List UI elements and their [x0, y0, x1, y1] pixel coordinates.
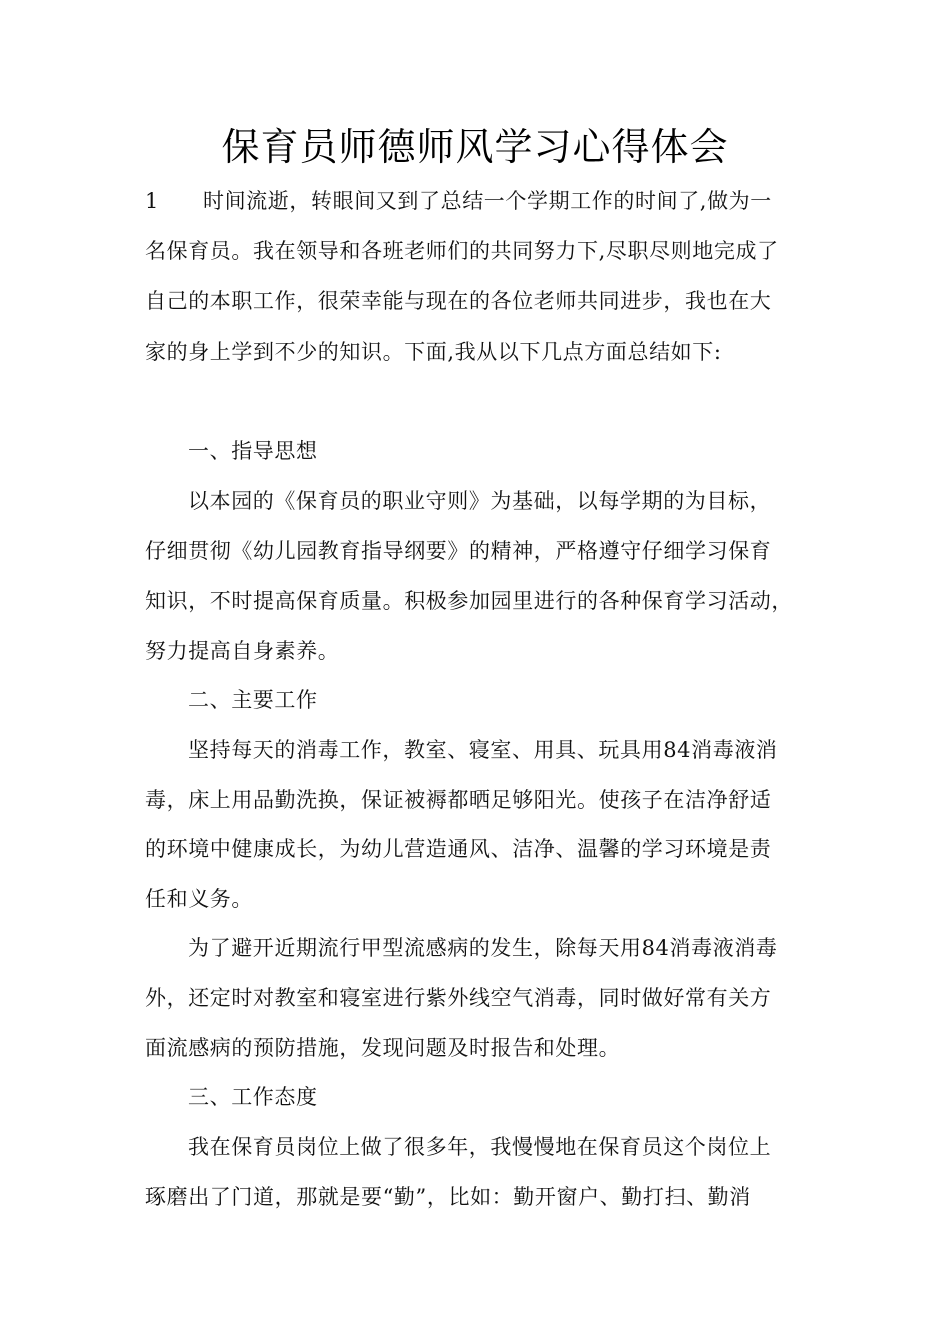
text-line: 家的身上学到不少的知识。下面,我从以下几点方面总结如下:	[145, 340, 722, 364]
text-line: 任和义务。	[145, 887, 253, 911]
text-line: 的环境中健康成长，为幼儿营造通风、洁净、温馨的学习环境是责	[145, 837, 772, 861]
section-heading: 三、工作态度	[188, 1085, 318, 1109]
section-heading: 一、指导思想	[188, 439, 318, 463]
document-title: 保育员师德师风学习心得体会	[221, 125, 729, 169]
text-line: 毒，床上用品勤洗换，保证被褥都晒足够阳光。使孩子在洁净舒适	[145, 788, 772, 812]
text-line: 以本园的《保育员的职业守则》为基础，以每学期的为目标，	[188, 489, 772, 513]
text-line: 外，还定时对教室和寝室进行紫外线空气消毒，同时做好常有关方	[145, 986, 772, 1010]
text-line: 为了避开近期流行甲型流感病的发生，除每天用84消毒液消毒	[188, 936, 778, 960]
section-heading: 二、主要工作	[188, 688, 318, 712]
text-line: 仔细贯彻《幼儿园教育指导纲要》的精神，严格遵守仔细学习保育	[145, 539, 772, 563]
text-line: 面流感病的预防措施，发现问题及时报告和处理。	[145, 1036, 621, 1060]
text-line: 琢磨出了门道，那就是要“勤”，比如：勤开窗户、勤打扫、勤消	[145, 1185, 751, 1209]
text-line: 名保育员。我在领导和各班老师们的共同努力下,尽职尽则地完成了	[145, 239, 779, 263]
text-line: 自己的本职工作，很荣幸能与现在的各位老师共同进步，我也在大	[145, 289, 772, 313]
text-line: 我在保育员岗位上做了很多年，我慢慢地在保育员这个岗位上	[188, 1135, 772, 1159]
paragraph-number: 1	[145, 189, 159, 213]
text-line: 时间流逝，转眼间又到了总结一个学期工作的时间了,做为一	[203, 189, 772, 213]
text-line: 坚持每天的消毒工作，教室、寝室、用具、玩具用84消毒液消	[188, 738, 778, 762]
text-line: 努力提高自身素养。	[145, 639, 340, 663]
text-line: 知识，不时提高保育质量。积极参加园里进行的各种保育学习活动，	[145, 589, 793, 613]
